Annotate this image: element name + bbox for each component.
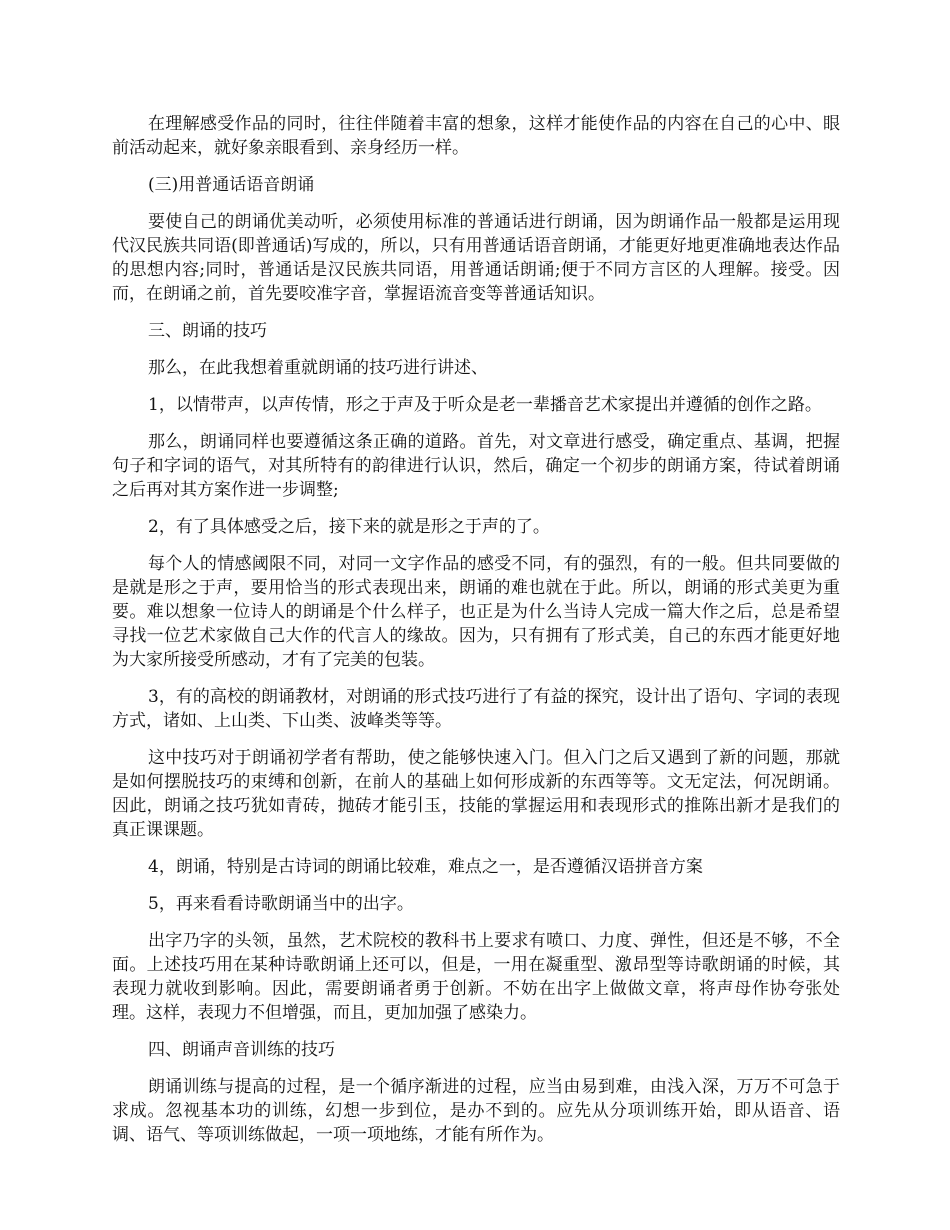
paragraph-point-5-detail: 出字乃字的头领，虽然，艺术院校的教科书上要求有喷口、力度、弹性，但还是不够，不全面。上述技巧用在某种诗歌朗诵上还可以，但是，一用在凝重型、激昂型等诗歌朗诵的时候，其表现力就收到影响。因此，需要朗诵者勇于创新。不妨在出字上做做文章，将声母作协夸张处理。这样，表现力不但增强，而且，更加加强了感染力。: [112, 931, 840, 1023]
document-page: [112, 112, 840, 1160]
paragraph-point-5: 5，再来看看诗歌朗诵当中的出字。: [148, 894, 414, 914]
heading-recitation-skills: 三、朗诵的技巧: [148, 321, 267, 341]
paragraph-imagination: 在理解感受作品的同时，往往伴随着丰富的想象，这样才能使作品的内容在自己的心中、眼前活动起来，就好象亲眼看到、亲身经历一样。: [112, 114, 840, 158]
heading-putonghua-recitation: (三)用普通话语音朗诵: [148, 175, 315, 195]
paragraph-point-1: 1，以情带声，以声传情，形之于声及于听众是老一辈播音艺术家提出并遵循的创作之路。: [148, 395, 822, 415]
paragraph-intro-skills: 那么，在此我想着重就朗诵的技巧进行讲述、: [148, 358, 488, 378]
paragraph-point-2-detail: 每个人的情感阈限不同，对同一文字作品的感受不同，有的强烈，有的一般。但共同要做的是就是形之于声，要用恰当的形式表现出来，朗诵的难也就在于此。所以，朗诵的形式美更为重要。难以想象一位诗人的朗诵是个什么样子，也正是为什么当诗人完成一篇大作之后，总是希望寻找一位艺术家做自己大作的代言人的缘故。因为，只有拥有了形式美，自己的东西才能更好地为大家所接受所感动，才有了完美的包装。: [112, 554, 840, 670]
paragraph-point-3: 3，有的高校的朗诵教材，对朗诵的形式技巧进行了有益的探究，设计出了语句、字词的表现方式，诸如、上山类、下山类、波峰类等等。: [112, 687, 840, 731]
paragraph-point-4: 4，朗诵，特别是古诗词的朗诵比较难，难点之一，是否遵循汉语拼音方案: [148, 857, 703, 877]
paragraph-point-1-detail: 那么，朗诵同样也要遵循这条正确的道路。首先，对文章进行感受，确定重点、基调，把握句子和字词的语气，对其所特有的韵律进行认识，然后，确定一个初步的朗诵方案，待试着朗诵之后再对其方案作进一步调整;: [112, 432, 840, 500]
paragraph-point-2: 2，有了具体感受之后，接下来的就是形之于声的了。: [148, 517, 550, 537]
paragraph-putonghua: 要使自己的朗诵优美动听，必须使用标准的普通话进行朗诵，因为朗诵作品一般都是运用现代汉民族共同语(即普通话)写成的，所以，只有用普通话语音朗诵，才能更好地更准确地表达作品的思想内容;同时，普通话是汉民族共同语，用普通话朗诵;便于不同方言区的人理解。接受。因而，在朗诵之前，首先要咬准字音，掌握语流音变等普通话知识。: [112, 212, 840, 304]
heading-voice-training: 四、朗诵声音训练的技巧: [148, 1040, 335, 1060]
paragraph-point-3-detail: 这中技巧对于朗诵初学者有帮助，使之能够快速入门。但入门之后又遇到了新的问题，那就是如何摆脱技巧的束缚和创新，在前人的基础上如何形成新的东西等等。文无定法，何况朗诵。因此，朗诵之技巧犹如青砖，抛砖才能引玉，技能的掌握运用和表现形式的推陈出新才是我们的真正课课题。: [112, 748, 840, 840]
paragraph-voice-training: 朗诵训练与提高的过程，是一个循序渐进的过程，应当由易到难，由浅入深，万万不可急于求成。忽视基本功的训练，幻想一步到位，是办不到的。应先从分项训练开始，即从语音、语调、语气、等项训练做起，一项一项地练，才能有所作为。: [112, 1077, 840, 1145]
